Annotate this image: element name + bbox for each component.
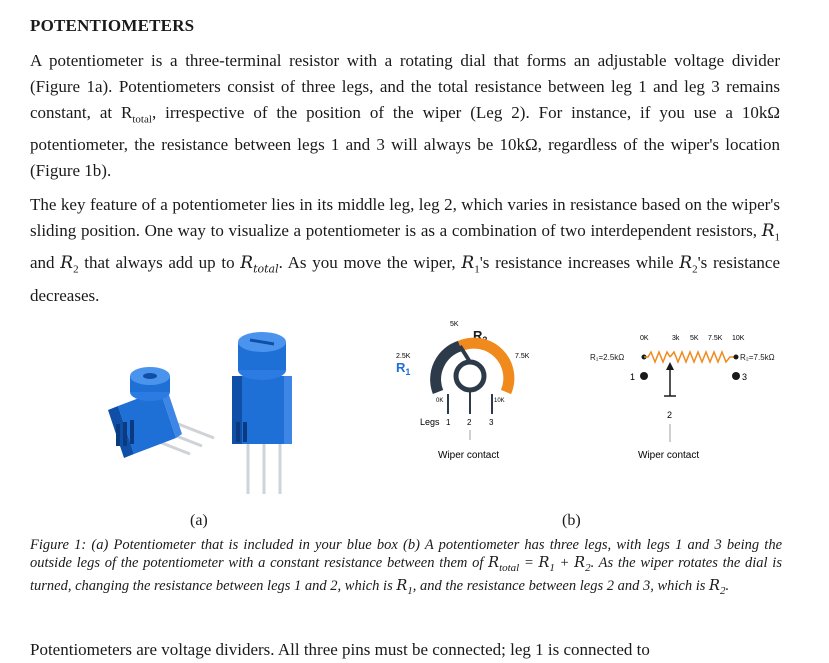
tick-2-5k: 2.5K bbox=[396, 353, 411, 360]
tick-10k: 10K bbox=[494, 398, 505, 404]
potentiometer-left-illustration bbox=[108, 367, 214, 458]
leg-2: 2 bbox=[467, 418, 472, 427]
pin-2: 2 bbox=[667, 410, 673, 420]
leg-1: 1 bbox=[446, 418, 451, 427]
scale-3k: 3k bbox=[672, 335, 680, 342]
page-title: POTENTIOMETERS bbox=[30, 16, 195, 35]
r2-label: $R_2$ bbox=[473, 328, 488, 345]
figure-caption: Figure 1: (a) Potentiometer that is included in your blue box (b) A potentiometer has three legs, with legs 1 and 3 being the outside legs of the potentiometer with a constant resistance between them of $R_{total} = R_1 + R_2$. As the wiper rotates the dial is turned, changing the resistance between legs 1 and 2, which is $R_1$, and the resistance between legs 2 and 3, which is $R_2$. bbox=[30, 537, 782, 597]
dial-knob bbox=[456, 362, 484, 390]
tick-5k: 5K bbox=[450, 321, 459, 328]
paragraph-key-feature: The key feature of a potentiometer lies in its middle leg, leg 2, which varies in resistance based on the wiper's sliding position. One way to visualize a potentiometer is as a combination of two interdependent resistors, $R_1$ and $R_2$ that always add up to $R_{total}$. As you move the wiper, $R_1's$ resistance increases while $R_2's$ resistance decreases. bbox=[30, 195, 781, 305]
tick-7-5k: 7.5K bbox=[515, 353, 530, 360]
r2-value: R₂=7.5kΩ bbox=[740, 353, 775, 362]
resistor-r2 bbox=[670, 352, 736, 362]
figure-label-a: (a) bbox=[190, 512, 208, 529]
paragraph-voltage-dividers: Potentiometers are voltage dividers. All three pins must be connected; leg 1 is connected to bbox=[30, 640, 650, 659]
wiper-arrow bbox=[666, 362, 674, 370]
tick-0k: 0K bbox=[436, 398, 444, 404]
scale-10k: 10K bbox=[732, 335, 745, 342]
figure-label-b: (b) bbox=[562, 512, 581, 529]
potentiometer-right-illustration bbox=[232, 332, 292, 494]
resistor-r1 bbox=[644, 352, 670, 362]
paragraph-intro: A potentiometer is a three-terminal resistor with a rotating dial that forms an adjustable voltage divider (Figure 1a). Potentiometers consist of three legs, and the total resistance between leg 1 and leg 3 remains constant, at $R_{total}$, irrespective of the position of the wiper (Leg 2). For instance, if you use a 10kΩ potentiometer, the resistance between legs 1 and 3 will always be 10kΩ, regardless of the wiper's location (Figure 1b). bbox=[30, 51, 780, 181]
wiper-contact-label-dial: Wiper contact bbox=[438, 450, 500, 461]
r1-value: R₁=2.5kΩ bbox=[590, 353, 625, 362]
legs-label: Legs bbox=[420, 417, 440, 427]
scale-7-5k: 7.5K bbox=[708, 335, 723, 342]
wiper-contact-label-circuit: Wiper contact bbox=[638, 450, 700, 461]
resistor-circuit bbox=[590, 330, 800, 480]
scale-5k: 5K bbox=[690, 335, 699, 342]
leg-3: 3 bbox=[489, 418, 494, 427]
pin-1: 1 bbox=[630, 372, 636, 382]
pin-3: 3 bbox=[742, 372, 748, 382]
r1-label: $R_1$ bbox=[396, 360, 411, 377]
dial-schematic bbox=[390, 318, 550, 468]
scale-0k: 0K bbox=[640, 335, 649, 342]
potentiometer-photo bbox=[98, 318, 304, 498]
